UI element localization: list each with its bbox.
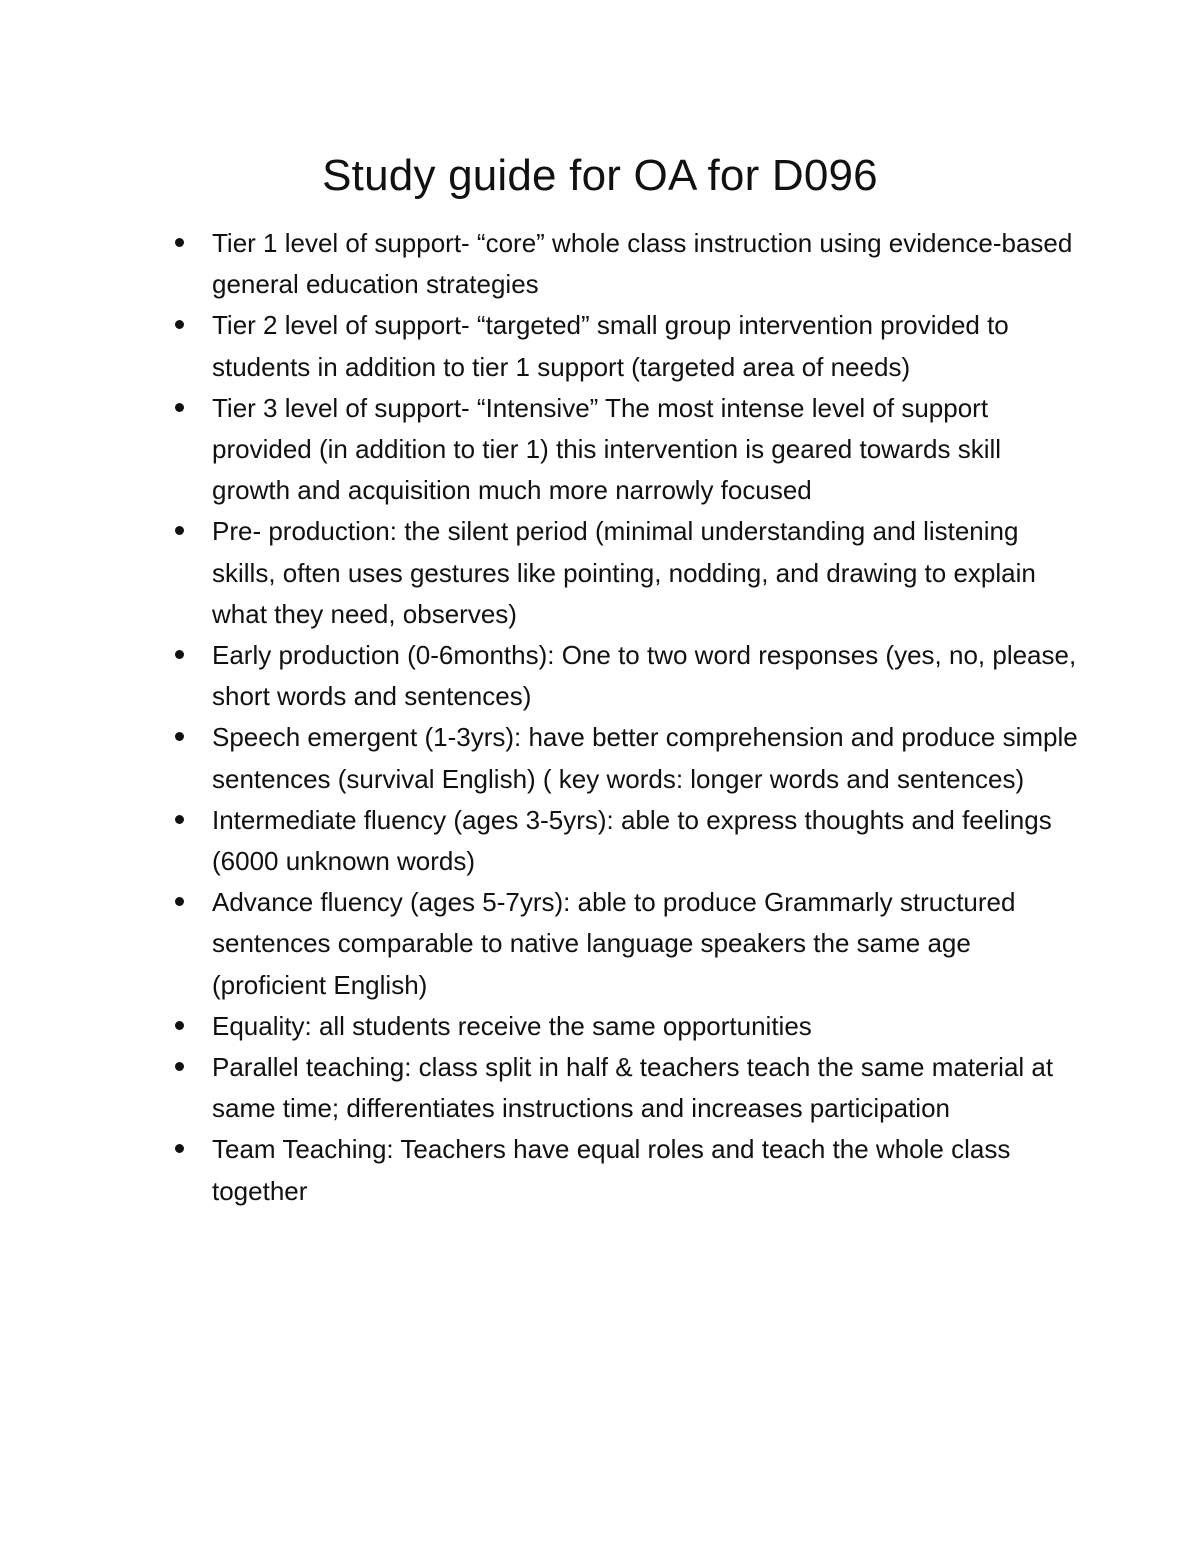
list-item	[212, 305, 1082, 387]
list-item	[212, 717, 1082, 799]
list-item-text: Tier 2 level of support- “targeted” small group intervention provided to students in addition to tier 1 support (targeted area of needs)	[212, 310, 1009, 382]
list-item	[212, 882, 1082, 1006]
list-item-text: Intermediate fluency (ages 3-5yrs): able to express thoughts and feelings (6000 unknown words)	[212, 804, 1052, 877]
bullet-icon	[175, 320, 184, 329]
list-item-text: Pre- production: the silent period (minimal understanding and listening skills, often uses gestures like pointing, nodding, and drawing to explain what they need, observes)	[212, 516, 1036, 629]
bullet-icon	[175, 650, 184, 659]
list-item-text: Tier 3 level of support- “Intensive” The most intense level of support provided (in addition to tier 1) this intervention is geared towards skill growth and acquisition much more narrowly focused	[212, 392, 1002, 506]
list-item-text: Team Teaching: Teachers have equal roles and teach the whole class together	[212, 1134, 1011, 1206]
list-item	[212, 388, 1082, 512]
bullet-icon	[175, 1021, 184, 1030]
list-item-text: Advance fluency (ages 5-7yrs): able to produce Grammarly structured sentences comparable to native language speakers the same age (proficient English)	[212, 887, 1016, 1000]
list-item	[212, 1006, 1082, 1047]
bullet-icon	[175, 732, 184, 741]
list-item	[212, 511, 1082, 635]
bullet-icon	[175, 238, 184, 247]
bullet-icon	[175, 815, 184, 824]
list-item-text: Early production (0-6months): One to two word responses (yes, no, please, short words and sentences)	[212, 640, 1077, 712]
bullet-icon	[175, 526, 184, 535]
bullet-icon	[175, 403, 184, 412]
list-item	[212, 1129, 1082, 1211]
bullet-icon	[175, 897, 184, 906]
bullet-list	[212, 223, 1082, 1212]
list-item-text: Equality: all students receive the same opportunities	[212, 1010, 812, 1041]
list-item	[212, 1047, 1082, 1129]
list-item-text: Speech emergent (1-3yrs): have better comprehension and produce simple sentences (survival English) ( key words: longer words and sentences)	[212, 722, 1078, 794]
list-item	[212, 635, 1082, 717]
page-title: Study guide for OA for D096	[322, 151, 878, 200]
list-item-text: Tier 1 level of support- “core” whole class instruction using evidence-based general education strategies	[212, 228, 1073, 300]
list-item-text: Parallel teaching: class split in half & teachers teach the same material at same time; differentiates instructions and increases participation	[212, 1052, 1054, 1124]
bullet-icon	[175, 1144, 184, 1153]
list-item	[212, 223, 1082, 305]
list-item	[212, 800, 1082, 882]
bullet-icon	[175, 1062, 184, 1071]
